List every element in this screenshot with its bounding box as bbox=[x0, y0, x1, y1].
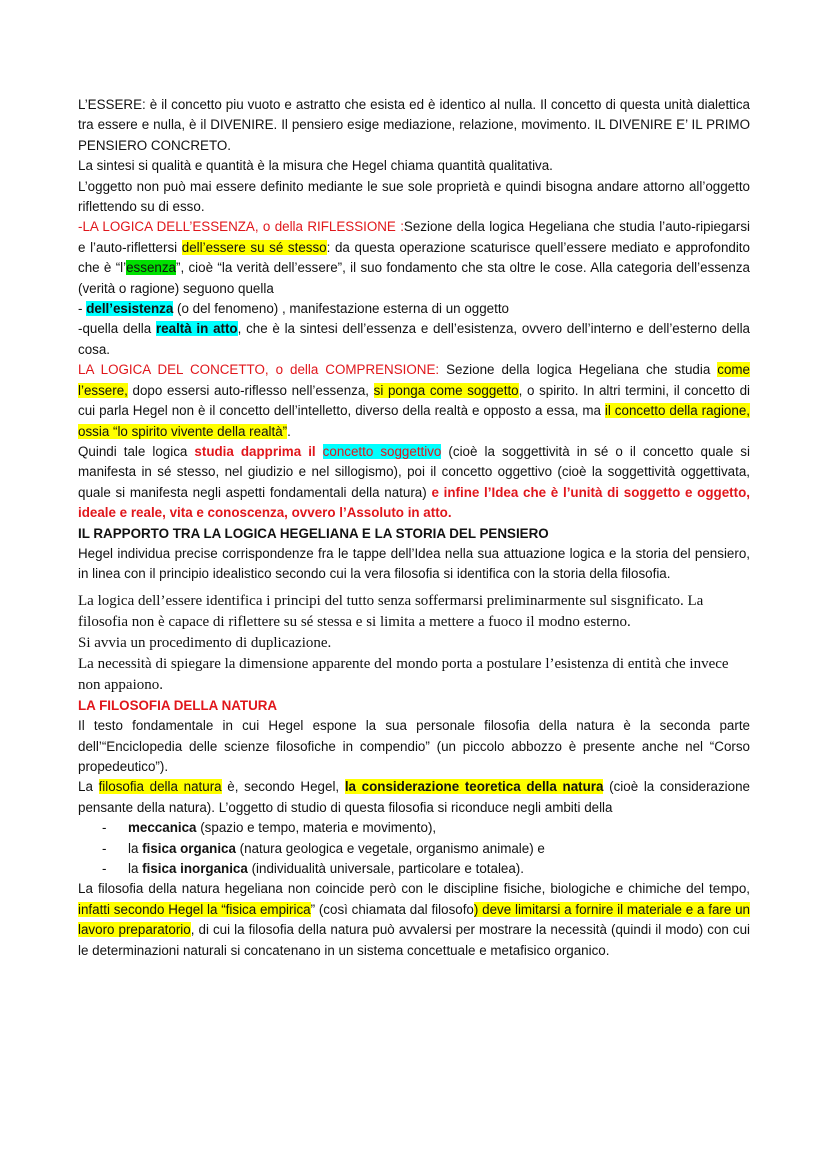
emphasized-text: fisica organica bbox=[142, 840, 236, 856]
text-run: , di cui la filosofia della natura può avvalersi per mostrare la necessità (quindi il modo) con cui le determinazioni naturali si concatenano in un sistema concettuale e metafisico organico. bbox=[78, 922, 750, 958]
highlighted-text: essenza bbox=[126, 260, 176, 276]
text-run: L’ESSERE: è il concetto piu vuoto e astratto che esista ed è identico al nulla. Il concetto di questa unità dialettica tra essere e nulla, è il DIVENIRE. Il pensiero esige mediazione, relazione, movimento. IL DIVENIRE E’ IL PRIMO PENSIERO CONCRETO. bbox=[78, 97, 750, 153]
text-run: La filosofia della natura hegeliana non coincide però con le discipline fisiche, biologiche e chimiche del tempo, bbox=[78, 881, 750, 897]
list-item bbox=[102, 818, 750, 838]
emphasized-text: fisica inorganica bbox=[142, 861, 248, 876]
paragraph bbox=[78, 716, 750, 777]
paragraph bbox=[78, 156, 750, 176]
paragraph bbox=[78, 633, 750, 654]
highlighted-text: ) deve limitarsi a fornire il materiale e a fare un lavoro preparatorio bbox=[78, 901, 750, 938]
text-run: (cioè la soggettività in sé o il concetto quale si manifesta in sé stesso, nel giudizio e nel sillogismo), poi il concetto oggettivo (cioè la soggettività oggettivata, quale si manifesta negli aspetti fondamentali della natura) bbox=[78, 443, 750, 500]
text-run: ”, cioè “la verità dell’essere”, il suo fondamento che sta oltre le cose. Alla categoria dell’essenza (verità o ragione) seguono quella bbox=[78, 260, 750, 296]
text-run: Sezione della logica Hegeliana che studia bbox=[439, 362, 718, 378]
paragraph bbox=[78, 442, 750, 524]
text-run: (cioè la considerazione pensante della natura). L’oggetto di studio di questa filosofia si riconduce negli ambiti della bbox=[78, 779, 751, 815]
text-run: Il testo fondamentale in cui Hegel espone la sua personale filosofia della natura è la seconda parte dell’“Enciclopedia delle scienze filosofiche in compendio” (un piccolo abbozzo è presente anche nel “Corso propedeutico”). bbox=[78, 718, 750, 774]
text-run: . bbox=[287, 423, 291, 439]
paragraph bbox=[78, 217, 750, 299]
text-run: è, secondo Hegel, bbox=[221, 779, 345, 795]
text-run: , che è la sintesi dell’essenza e dell’esistenza, ovvero dell’interno e dell’esterno della cosa. bbox=[78, 321, 750, 357]
text-run: Quindi tale logica bbox=[78, 443, 195, 459]
highlighted-text: dell’essere su sé stesso bbox=[181, 239, 327, 255]
text-run: la bbox=[128, 840, 143, 856]
text-run: La sintesi si qualità e quantità è la misura che Hegel chiama quantità qualitativa. bbox=[78, 158, 553, 174]
list-item bbox=[102, 859, 750, 879]
text-run: Sezione della logica Hegeliana che studia l’auto-ripiegarsi e l’auto-riflettersi bbox=[78, 219, 751, 255]
text-run: ” (così chiamata dal filosofo bbox=[310, 901, 474, 917]
paragraph bbox=[78, 654, 750, 696]
emphasized-text: studia dapprima il bbox=[194, 443, 323, 459]
section-heading: LA FILOSOFIA DELLA NATURA bbox=[78, 697, 278, 713]
text-run: La logica dell’essere identifica i principi del tutto senza soffermarsi preliminarmente sul sisgnificato. La filosofia non è capace di riflettere su sé stessa e si limita a mettere a fuoco il modno esterno. bbox=[78, 592, 704, 630]
text-run: , o spirito. In altri termini, il concetto di cui parla Hegel non è il concetto dell’intelletto, diverso della realtà e opposto a essa, ma bbox=[78, 382, 750, 419]
paragraph bbox=[78, 95, 750, 156]
text-run: -quella della bbox=[78, 321, 156, 337]
paragraph bbox=[78, 299, 750, 319]
text-run: (o del fenomeno) , manifestazione esterna di un oggetto bbox=[173, 301, 510, 317]
highlighted-text: come l’essere, bbox=[78, 362, 750, 398]
emphasized-text: -LA LOGICA DELL’ESSENZA, o della RIFLESSIONE : bbox=[78, 219, 404, 235]
paragraph bbox=[78, 777, 750, 818]
text-run: la bbox=[128, 861, 143, 876]
paragraph bbox=[78, 879, 750, 961]
highlighted-text: realtà in atto bbox=[155, 321, 238, 337]
text-run: dopo essersi auto-riflesso nell’essenza, bbox=[127, 382, 374, 398]
highlighted-text: il concetto della ragione, ossia “lo spirito vivente della realtà” bbox=[78, 403, 750, 439]
highlighted-text: filosofia della natura bbox=[98, 779, 222, 795]
emphasized-text: meccanica bbox=[128, 820, 197, 836]
text-run: (individualità universale, particolare e totalea). bbox=[247, 861, 524, 876]
paragraph bbox=[78, 360, 750, 442]
paragraph bbox=[78, 177, 750, 218]
text-run: - bbox=[78, 301, 87, 317]
text-run: (spazio e tempo, materia e movimento), bbox=[196, 820, 437, 836]
section-heading: IL RAPPORTO TRA LA LOGICA HEGELIANA E LA STORIA DEL PENSIERO bbox=[78, 525, 549, 541]
text-run: (natura geologica e vegetale, organismo animale) e bbox=[235, 840, 545, 856]
highlighted-text: concetto soggettivo bbox=[322, 443, 442, 459]
text-run: : da questa operazione scaturisce quell’essere mediato e approfondito che è “l’ bbox=[78, 239, 750, 276]
text-run: La bbox=[78, 779, 99, 795]
paragraph bbox=[78, 591, 750, 633]
highlighted-text: si ponga come soggetto bbox=[373, 382, 519, 398]
text-run: La necessità di spiegare la dimensione apparente del mondo porta a postulare l’esistenza di entità che invece non appaiono. bbox=[78, 655, 729, 693]
emphasized-text: LA LOGICA DEL CONCETTO, o della COMPRENSIONE: bbox=[78, 362, 440, 378]
text-run: Si avvia un procedimento di duplicazione. bbox=[78, 634, 332, 651]
highlighted-text: infatti secondo Hegel la “fisica empirica bbox=[78, 901, 311, 917]
document-page bbox=[78, 95, 750, 961]
bullet-list bbox=[78, 818, 750, 879]
paragraph bbox=[78, 544, 750, 585]
list-item bbox=[102, 839, 750, 859]
highlighted-text: la considerazione teoretica della natura bbox=[344, 779, 604, 795]
text-run: Hegel individua precise corrispondenze fra le tappe dell’Idea nella sua attuazione logica e la storia del pensiero, in linea con il principio idealistico secondo cui la vera filosofia si identifica con la storia della filosofia. bbox=[78, 545, 750, 582]
text-run: L’oggetto non può mai essere definito mediante le sue sole proprietà e quindi bisogna andare attorno all’oggetto riflettendo su di esso. bbox=[78, 178, 750, 215]
highlighted-text: dell’esistenza bbox=[86, 301, 174, 317]
emphasized-text: e infine l’Idea che è l’unità di soggetto e oggetto, ideale e reale, vita e conoscenza, ovvero l’Assoluto in atto. bbox=[78, 484, 750, 521]
paragraph bbox=[78, 319, 750, 360]
